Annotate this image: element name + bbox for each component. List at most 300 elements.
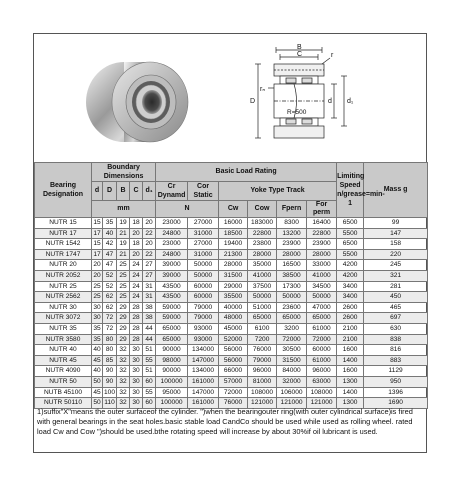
header-yoke: Yoke Type Track: [219, 182, 337, 201]
table-cell: 30500: [277, 345, 307, 356]
table-cell: 90000: [156, 345, 188, 356]
table-cell: 100: [103, 387, 117, 398]
table-cell: 50000: [188, 260, 219, 271]
table-cell: 161000: [188, 376, 219, 387]
table-cell: 220: [364, 249, 428, 260]
table-cell: 321: [364, 270, 428, 281]
table-cell: 28000: [277, 249, 307, 260]
table-cell: 23900: [277, 239, 307, 250]
table-row: [35, 313, 428, 324]
table-cell: 17: [92, 228, 103, 239]
table-cell: 39000: [156, 260, 188, 271]
table-cell: 24800: [156, 249, 188, 260]
table-cell: 30: [130, 387, 143, 398]
table-cell: 90: [103, 366, 117, 377]
table-cell: 96000: [248, 366, 277, 377]
table-row: [35, 323, 428, 334]
table-cell: 100000: [156, 376, 188, 387]
table-cell: 110: [103, 398, 117, 409]
table-cell: 61000: [307, 355, 337, 366]
table-cell: 85: [103, 355, 117, 366]
table-cell: 32: [117, 376, 130, 387]
table-cell: 23900: [307, 239, 337, 250]
table-cell: 5500: [337, 249, 364, 260]
table-cell: 62: [103, 292, 117, 303]
table-cell: 22: [143, 228, 156, 239]
table-cell: 30: [92, 302, 103, 313]
table-cell: 41000: [307, 270, 337, 281]
table-cell: 465: [364, 302, 428, 313]
table-cell: 42: [103, 239, 117, 250]
table-cell: 245: [364, 260, 428, 271]
spec-table: [34, 162, 428, 409]
table-cell: 28000: [307, 249, 337, 260]
table-cell: 39000: [156, 270, 188, 281]
dim-rs: rₙ: [260, 86, 266, 93]
table-cell: 134000: [188, 366, 219, 377]
table-cell: 883: [364, 355, 428, 366]
table-cell: 55: [143, 387, 156, 398]
cell-designation: NUTR 1542: [35, 239, 92, 250]
table-cell: 44: [143, 323, 156, 334]
table-cell: 281: [364, 281, 428, 292]
table-cell: 31500: [277, 355, 307, 366]
table-cell: 60: [143, 376, 156, 387]
table-cell: 72000: [307, 334, 337, 345]
cell-designation: NUTR 25: [35, 281, 92, 292]
header-D: D: [103, 182, 117, 201]
table-cell: 697: [364, 313, 428, 324]
table-cell: 21: [117, 228, 130, 239]
table-cell: 84000: [277, 366, 307, 377]
table-cell: 61000: [307, 323, 337, 334]
table-cell: 35: [92, 334, 103, 345]
table-cell: 3400: [337, 281, 364, 292]
cell-designation: NUTB 45100: [35, 387, 92, 398]
table-cell: 65000: [307, 313, 337, 324]
table-cell: 3400: [337, 292, 364, 303]
table-cell: 23600: [277, 302, 307, 313]
table-cell: 1600: [337, 366, 364, 377]
table-cell: 147000: [188, 387, 219, 398]
table-cell: 60000: [188, 292, 219, 303]
table-cell: 23800: [248, 239, 277, 250]
table-cell: 63000: [307, 376, 337, 387]
table-cell: 20: [92, 270, 103, 281]
table-cell: 19: [117, 239, 130, 250]
table-cell: 121000: [248, 398, 277, 409]
cell-designation: NUTR 2052: [35, 270, 92, 281]
table-cell: 45: [92, 387, 103, 398]
table-cell: 21: [117, 249, 130, 260]
table-cell: 72: [103, 323, 117, 334]
table-cell: 65000: [156, 323, 188, 334]
cell-designation: NUTR 35: [35, 323, 92, 334]
table-cell: 80: [103, 345, 117, 356]
table-row: [35, 260, 428, 271]
table-cell: 32: [117, 398, 130, 409]
table-cell: 29: [117, 334, 130, 345]
footnote-text: 1)suffix"X"means the outer surfaceof the cylinder. ")when the bearingouter ring(with outer cylindrical surface)is fired with general bearings in the seat holes.basic stable load CandCo should be used while used as rolling wheel. rated load Cw and Cow ")should be used.bthe rotating speed will increase by about 30%if oil lubricant is used.: [37, 407, 413, 437]
table-cell: 43500: [156, 281, 188, 292]
header-designation: Bearing Designation: [35, 163, 92, 218]
cell-designation: NUTR 50: [35, 376, 92, 387]
table-cell: 28: [130, 302, 143, 313]
table-cell: 28000: [248, 249, 277, 260]
dim-r: r: [331, 52, 334, 59]
table-cell: 38: [143, 302, 156, 313]
table-cell: 17: [92, 249, 103, 260]
dim-D: D: [250, 98, 256, 105]
table-cell: 29000: [219, 281, 248, 292]
table-cell: 21300: [219, 249, 248, 260]
table-cell: 183000: [248, 218, 277, 229]
header-fpern: Fpern: [277, 201, 307, 218]
table-cell: 24: [130, 281, 143, 292]
table-cell: 33000: [307, 260, 337, 271]
table-cell: 66000: [219, 366, 248, 377]
table-cell: 15: [92, 239, 103, 250]
table-cell: 32: [117, 366, 130, 377]
table-cell: 59000: [156, 313, 188, 324]
cell-designation: NUTR 2562: [35, 292, 92, 303]
table-cell: 28000: [219, 260, 248, 271]
table-cell: 45000: [219, 323, 248, 334]
table-cell: 1400: [337, 387, 364, 398]
table-cell: 31000: [188, 249, 219, 260]
table-cell: 18: [130, 218, 143, 229]
table-cell: 20: [143, 218, 156, 229]
table-cell: 1690: [364, 398, 428, 409]
table-cell: 25: [117, 281, 130, 292]
header-mm: mm: [92, 201, 156, 218]
table-cell: 161000: [188, 398, 219, 409]
cell-designation: NUTR 15: [35, 218, 92, 229]
table-cell: 31000: [188, 228, 219, 239]
table-cell: 76000: [219, 398, 248, 409]
table-row: [35, 355, 428, 366]
cell-designation: NUTR 17: [35, 228, 92, 239]
bearing-drawing: [234, 44, 364, 154]
table-cell: 65000: [277, 313, 307, 324]
table-cell: 23000: [156, 239, 188, 250]
header-boundary: Boundary Dimensions: [92, 163, 156, 182]
table-cell: 60000: [307, 345, 337, 356]
table-cell: 27000: [188, 218, 219, 229]
table-cell: 19: [117, 218, 130, 229]
table-cell: 40: [103, 228, 117, 239]
table-cell: 27000: [188, 239, 219, 250]
table-cell: 32: [117, 345, 130, 356]
header-cr: Cr Dynamd: [156, 182, 188, 201]
table-cell: 6100: [248, 323, 277, 334]
table-row: [35, 281, 428, 292]
table-cell: 25: [117, 260, 130, 271]
table-cell: 50: [92, 376, 103, 387]
footnote: [37, 407, 425, 438]
table-cell: 98000: [156, 355, 188, 366]
table-cell: 56000: [219, 345, 248, 356]
table-cell: 93000: [188, 334, 219, 345]
table-cell: 38: [143, 313, 156, 324]
table-cell: 81000: [248, 376, 277, 387]
table-cell: 31500: [219, 270, 248, 281]
table-cell: 62: [103, 302, 117, 313]
header-B: B: [117, 182, 130, 201]
table-cell: 4200: [337, 270, 364, 281]
bearing-photo: [80, 52, 192, 148]
table-cell: 23000: [156, 218, 188, 229]
cell-designation: NUTR 3072: [35, 313, 92, 324]
table-cell: 25: [117, 270, 130, 281]
cell-designation: NUTR 4090: [35, 366, 92, 377]
table-cell: 27: [143, 270, 156, 281]
table-cell: 25: [92, 292, 103, 303]
table-cell: 99: [364, 218, 428, 229]
header-n: N: [156, 201, 219, 218]
table-cell: 72000: [219, 387, 248, 398]
table-cell: 15: [92, 218, 103, 229]
table-cell: 32: [117, 355, 130, 366]
header-mass: Mass g: [364, 163, 428, 218]
table-cell: 30: [130, 366, 143, 377]
table-cell: 57000: [219, 376, 248, 387]
table-row: [35, 270, 428, 281]
table-cell: 30: [130, 376, 143, 387]
header-cw: Cw: [219, 201, 248, 218]
table-cell: 50000: [248, 292, 277, 303]
table-cell: 31: [143, 281, 156, 292]
dim-R: R=500: [287, 109, 307, 116]
table-cell: 158: [364, 239, 428, 250]
table-cell: 65000: [156, 334, 188, 345]
table-cell: 20: [130, 228, 143, 239]
table-row: [35, 366, 428, 377]
datasheet: [33, 33, 427, 453]
table-cell: 55: [143, 355, 156, 366]
table-cell: 18500: [219, 228, 248, 239]
header-basic-load: Basic Load Rating: [156, 163, 337, 182]
table-cell: 16400: [307, 218, 337, 229]
table-cell: 20: [92, 260, 103, 271]
table-cell: 7200: [248, 334, 277, 345]
dim-d1: d₁: [347, 98, 354, 105]
table-cell: 1300: [337, 398, 364, 409]
table-cell: 52: [103, 270, 117, 281]
table-cell: 28: [130, 334, 143, 345]
table-cell: 52000: [219, 334, 248, 345]
table-cell: 65000: [248, 313, 277, 324]
table-cell: 108000: [307, 387, 337, 398]
table-cell: 20: [143, 239, 156, 250]
table-cell: 60: [143, 398, 156, 409]
table-cell: 24800: [156, 228, 188, 239]
table-cell: 1400: [337, 355, 364, 366]
table-cell: 27: [143, 260, 156, 271]
table-cell: 2100: [337, 323, 364, 334]
table-cell: 2600: [337, 313, 364, 324]
table-cell: 47: [103, 249, 117, 260]
table-cell: 29: [117, 323, 130, 334]
table-row: [35, 345, 428, 356]
spec-table-body: [35, 218, 428, 409]
table-cell: 20: [130, 249, 143, 260]
table-cell: 45: [92, 355, 103, 366]
table-cell: 24: [130, 270, 143, 281]
table-cell: 60000: [188, 281, 219, 292]
table-cell: 6500: [337, 218, 364, 229]
table-cell: 3200: [277, 323, 307, 334]
header-cow: Cow: [248, 201, 277, 218]
table-cell: 147000: [188, 355, 219, 366]
table-cell: 35: [92, 323, 103, 334]
table-cell: 95000: [156, 387, 188, 398]
table-cell: 93000: [188, 323, 219, 334]
header-d: d: [92, 182, 103, 201]
table-cell: 13200: [277, 228, 307, 239]
dim-d: d: [328, 98, 332, 105]
table-cell: 5500: [337, 228, 364, 239]
table-cell: 108000: [248, 387, 277, 398]
table-cell: 44: [143, 334, 156, 345]
cell-designation: NUTR 1747: [35, 249, 92, 260]
table-cell: 50000: [277, 292, 307, 303]
table-cell: 134000: [188, 345, 219, 356]
table-cell: 106000: [277, 387, 307, 398]
table-cell: 96000: [307, 366, 337, 377]
table-cell: 2600: [337, 302, 364, 313]
table-cell: 22800: [248, 228, 277, 239]
dim-B: B: [297, 44, 302, 51]
table-cell: 1300: [337, 376, 364, 387]
table-cell: 43500: [156, 292, 188, 303]
table-cell: 31: [143, 292, 156, 303]
bore: [142, 90, 162, 114]
table-cell: 50000: [307, 292, 337, 303]
table-cell: 2100: [337, 334, 364, 345]
table-cell: 51: [143, 345, 156, 356]
table-cell: 816: [364, 345, 428, 356]
table-cell: 22800: [307, 228, 337, 239]
table-cell: 34500: [307, 281, 337, 292]
table-row: [35, 334, 428, 345]
table-cell: 35500: [219, 292, 248, 303]
table-cell: 147: [364, 228, 428, 239]
dim-C: C: [297, 51, 303, 58]
table-cell: 32: [117, 387, 130, 398]
header-limiting-speed: Limiting Speed n/grease=min-1: [337, 163, 364, 218]
table-cell: 16000: [219, 218, 248, 229]
table-cell: 25: [92, 281, 103, 292]
table-cell: 90: [103, 376, 117, 387]
table-cell: 76000: [248, 345, 277, 356]
table-cell: 6500: [337, 239, 364, 250]
table-cell: 950: [364, 376, 428, 387]
cell-designation: NUTR 50110: [35, 398, 92, 409]
table-cell: 35: [103, 218, 117, 229]
table-cell: 17300: [277, 281, 307, 292]
table-cell: 59000: [156, 302, 188, 313]
table-cell: 838: [364, 334, 428, 345]
table-cell: 50000: [188, 270, 219, 281]
table-row: [35, 249, 428, 260]
table-cell: 30: [130, 398, 143, 409]
table-cell: 79000: [188, 302, 219, 313]
table-row: [35, 376, 428, 387]
table-cell: 51: [143, 366, 156, 377]
table-cell: 35000: [248, 260, 277, 271]
table-cell: 40: [92, 366, 103, 377]
table-cell: 37500: [248, 281, 277, 292]
cell-designation: NUTR 3580: [35, 334, 92, 345]
table-cell: 72000: [277, 334, 307, 345]
table-cell: 32000: [277, 376, 307, 387]
table-row: [35, 387, 428, 398]
header-C: C: [130, 182, 143, 201]
table-cell: 79000: [248, 355, 277, 366]
table-cell: 56000: [219, 355, 248, 366]
table-cell: 80: [103, 334, 117, 345]
header-cor: Cor Static: [188, 182, 219, 201]
table-cell: 79000: [188, 313, 219, 324]
table-cell: 40: [92, 345, 103, 356]
table-cell: 1129: [364, 366, 428, 377]
table-cell: 24: [130, 292, 143, 303]
cell-designation: NUTR 30: [35, 302, 92, 313]
table-cell: 19400: [219, 239, 248, 250]
table-row: [35, 292, 428, 303]
table-cell: 38500: [277, 270, 307, 281]
figure-area: [34, 34, 428, 162]
table-cell: 72: [103, 313, 117, 324]
table-cell: 47: [103, 260, 117, 271]
table-cell: 18: [130, 239, 143, 250]
table-row: [35, 218, 428, 229]
cell-designation: NUTR 40: [35, 345, 92, 356]
table-cell: 450: [364, 292, 428, 303]
table-cell: 22: [143, 249, 156, 260]
table-row: [35, 228, 428, 239]
table-cell: 29: [117, 313, 130, 324]
table-cell: 16500: [277, 260, 307, 271]
cell-designation: NUTR 45: [35, 355, 92, 366]
table-cell: 121000: [277, 398, 307, 409]
table-cell: 48000: [219, 313, 248, 324]
table-cell: 25: [117, 292, 130, 303]
table-cell: 47000: [307, 302, 337, 313]
table-cell: 28: [130, 313, 143, 324]
table-cell: 8300: [277, 218, 307, 229]
table-cell: 1396: [364, 387, 428, 398]
table-cell: 30: [130, 345, 143, 356]
table-cell: 40000: [219, 302, 248, 313]
table-cell: 52: [103, 281, 117, 292]
table-cell: 30: [92, 313, 103, 324]
table-cell: 630: [364, 323, 428, 334]
table-cell: 121000: [307, 398, 337, 409]
table-cell: 90000: [156, 366, 188, 377]
table-cell: 29: [117, 302, 130, 313]
table-row: [35, 302, 428, 313]
table-cell: 51000: [248, 302, 277, 313]
table-cell: 1600: [337, 345, 364, 356]
cell-designation: NUTR 20: [35, 260, 92, 271]
table-cell: 50: [92, 398, 103, 409]
table-cell: 41000: [248, 270, 277, 281]
table-row: [35, 239, 428, 250]
header-forperm: For perm: [307, 201, 337, 218]
header-d1: d₁: [143, 182, 156, 201]
